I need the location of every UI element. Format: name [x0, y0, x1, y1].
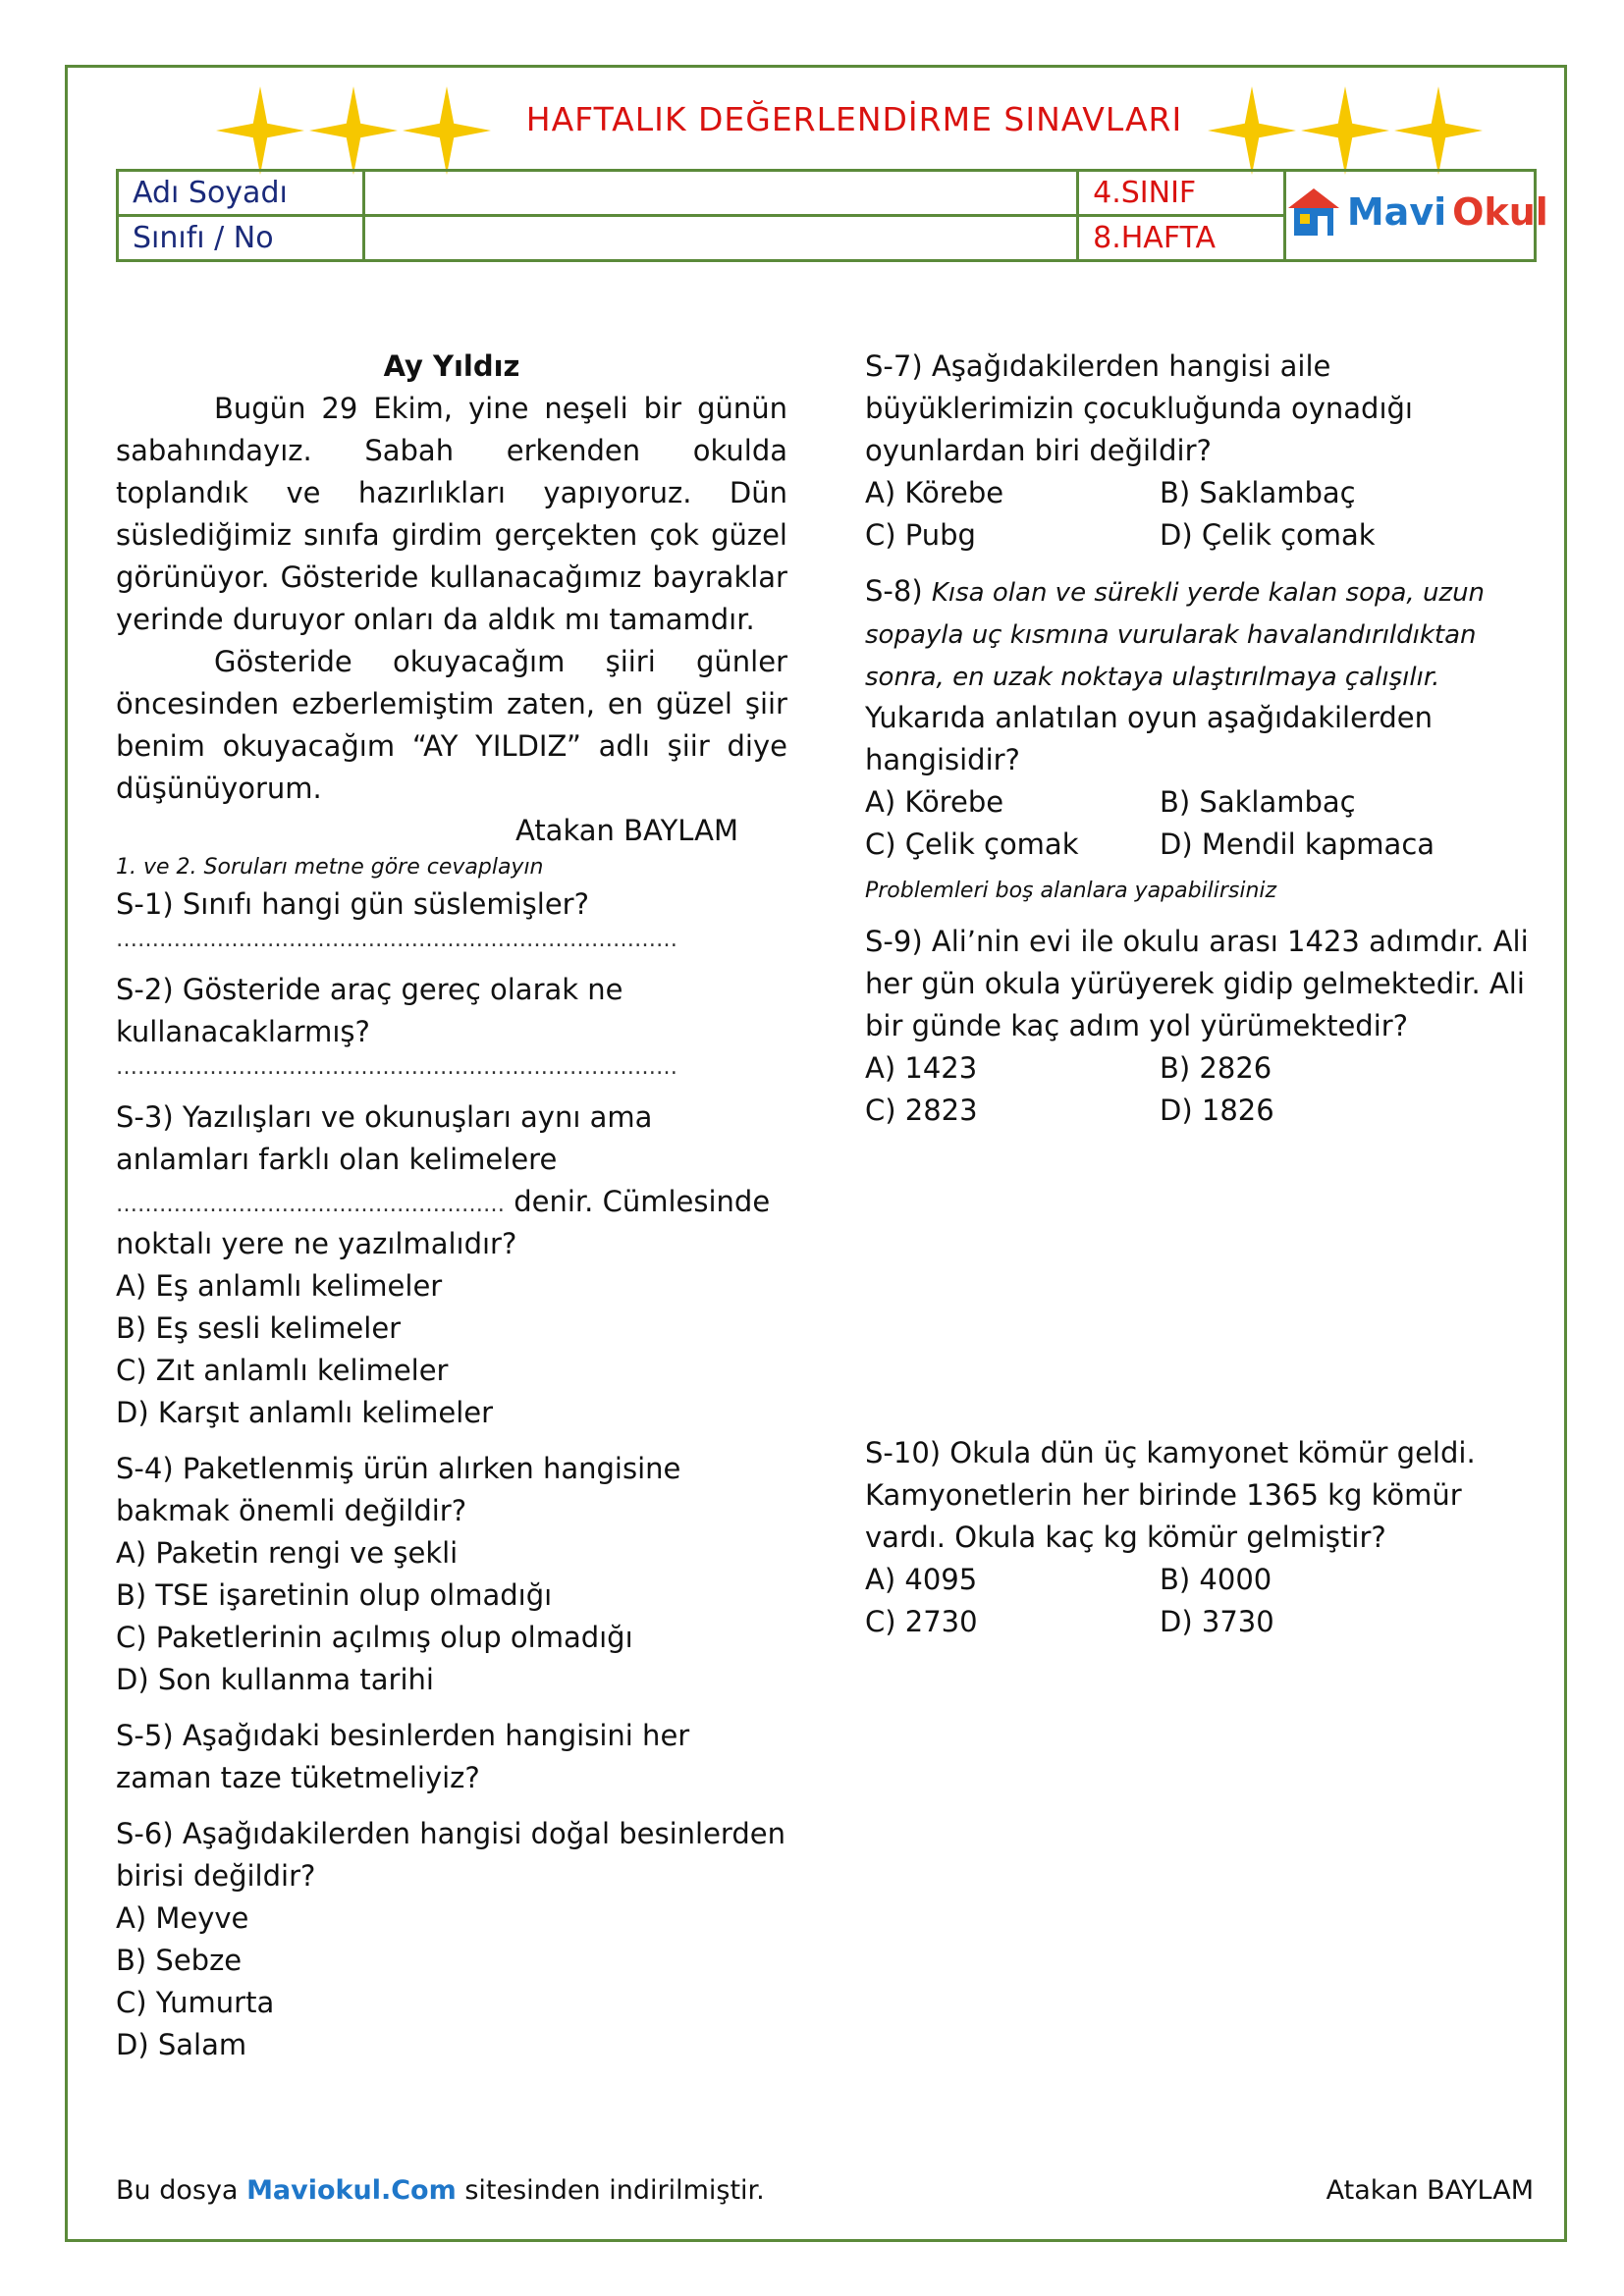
option[interactable]: C) 2823 — [865, 1094, 978, 1127]
name-field[interactable] — [364, 171, 1078, 216]
star-icon — [403, 86, 491, 175]
option[interactable]: C) Pubg — [865, 518, 976, 552]
option[interactable]: A) Eş anlamlı kelimeler — [116, 1269, 443, 1303]
option[interactable]: A) 1423 — [865, 1051, 978, 1085]
option[interactable]: A) Paketin rengi ve şekli — [116, 1536, 459, 1570]
option[interactable]: B) Eş sesli kelimeler — [116, 1311, 402, 1345]
option[interactable]: B) Sebze — [116, 1944, 243, 1977]
option[interactable]: B) 2826 — [1160, 1051, 1272, 1085]
student-info-table — [116, 169, 1548, 262]
option[interactable]: B) Saklambaç — [1160, 785, 1356, 819]
option[interactable]: D) 1826 — [1160, 1094, 1274, 1127]
question-3: S-3) Yazılışları ve okunuşları aynı ama anlamları farklı olan kelimelere ……………………………………………… denir. Cümlesinde noktalı yere ne yazılmalıdır? — [116, 1100, 771, 1260]
work-space[interactable] — [865, 1132, 1533, 1432]
logo-text-mavi: Mavi — [1346, 189, 1447, 234]
answer-line[interactable]: …………………………………………………………………… — [116, 928, 677, 952]
question-6: S-6) Aşağıdakilerden hangisi doğal besinlerden birisi değildir? — [116, 1817, 785, 1893]
logo — [1284, 171, 1548, 261]
class-label: Sınıfı / No — [118, 216, 364, 261]
option[interactable]: A) Meyve — [116, 1901, 249, 1935]
footer-suffix: sitesinden indirilmiştir. — [464, 2175, 765, 2206]
page-title: HAFTALIK DEĞERLENDİRME SINAVLARI — [525, 100, 1183, 138]
options-grid — [865, 472, 1533, 557]
fill-blank[interactable]: ……………………………………………… — [116, 1193, 505, 1217]
option[interactable]: A) Körebe — [865, 785, 1004, 819]
footer-link[interactable]: Maviokul.Com — [246, 2175, 457, 2206]
answer-line[interactable]: …………………………………………………………………… — [116, 1055, 677, 1080]
footer-credit — [116, 2175, 765, 2206]
grade-label: 4.SINIF — [1078, 171, 1285, 216]
star-icon — [1394, 86, 1483, 175]
reading-instruction: 1. ve 2. Soruları metne göre cevaplayın — [116, 855, 544, 880]
question-5: S-5) Aşağıdaki besinlerden hangisini her zaman taze tüketmeliyiz? — [116, 1719, 690, 1794]
option[interactable]: D) Karşıt anlamlı kelimeler — [116, 1396, 494, 1429]
option[interactable]: C) Zıt anlamlı kelimeler — [116, 1354, 449, 1387]
options-grid — [865, 781, 1533, 866]
logo-text-okul: Okul — [1452, 189, 1548, 234]
star-icon — [309, 86, 398, 175]
house-icon — [1286, 187, 1341, 238]
option[interactable]: B) Saklambaç — [1160, 476, 1356, 509]
star-icon — [1208, 86, 1296, 175]
option[interactable]: C) Çelik çomak — [865, 828, 1079, 861]
footer-author: Atakan BAYLAM — [1326, 2175, 1534, 2206]
footer-prefix: Bu dosya — [116, 2175, 239, 2206]
title-banner — [216, 86, 1492, 165]
question-7: S-7) Aşağıdakilerden hangisi aile büyüklerimizin çocukluğunda oynadığı oyunlardan biri değildir? — [865, 349, 1413, 467]
question-1: S-1) Sınıfı hangi gün süslemişler? — [116, 887, 589, 921]
option[interactable]: D) Son kullanma tarihi — [116, 1663, 434, 1696]
question-9: S-9) Ali’nin evi ile okulu arası 1423 adımdır. Ali her gün okula yürüyerek gidip gelmektedir. Ali bir günde kaç adım yol yürümektedir? — [865, 925, 1529, 1042]
option[interactable]: D) 3730 — [1160, 1605, 1274, 1638]
star-icon — [216, 86, 304, 175]
option[interactable]: C) Yumurta — [116, 1986, 275, 2019]
left-column — [116, 346, 787, 2066]
option[interactable]: A) 4095 — [865, 1563, 978, 1596]
right-column — [865, 346, 1533, 1643]
question-10: S-10) Okula dün üç kamyonet kömür geldi. Kamyonetlerin her birinde 1365 kg kömür vardı. Okula kaç kg kömür gelmiştir? — [865, 1436, 1476, 1554]
option[interactable]: D) Salam — [116, 2028, 247, 2061]
option[interactable]: C) 2730 — [865, 1605, 978, 1638]
name-label: Adı Soyadı — [118, 171, 364, 216]
star-icon — [1301, 86, 1389, 175]
question-2: S-2) Gösteride araç gereç olarak ne kullanacaklarmış? — [116, 973, 623, 1048]
class-field[interactable] — [364, 216, 1078, 261]
option[interactable]: D) Mendil kapmaca — [1160, 828, 1435, 861]
reading-paragraph: Gösteride okuyacağım şiiri günler öncesinden ezberlemiştim zaten, en güzel şiir benim okuyacağım “AY YILDIZ” adlı şiir diye düşünüyorum. — [116, 645, 787, 805]
option[interactable]: B) 4000 — [1160, 1563, 1272, 1596]
week-label: 8.HAFTA — [1078, 216, 1285, 261]
option[interactable]: D) Çelik çomak — [1160, 518, 1376, 552]
reading-author: Atakan BAYLAM — [514, 814, 738, 847]
option[interactable]: C) Paketlerinin açılmış olup olmadığı — [116, 1621, 633, 1654]
option[interactable]: A) Körebe — [865, 476, 1004, 509]
option[interactable]: B) TSE işaretinin olup olmadığı — [116, 1578, 553, 1612]
reading-title: Ay Yıldız — [383, 349, 520, 383]
question-8: S-8) Kısa olan ve sürekli yerde kalan sopa, uzun sopayla uç kısmına vurularak havalandırıldıktan sonra, en uzak noktaya ulaştırılmaya çalışılır. — [865, 574, 1486, 692]
question-4: S-4) Paketlenmiş ürün alırken hangisine bakmak önemli değildir? — [116, 1452, 681, 1527]
question-8-prompt: Yukarıda anlatılan oyun aşağıdakilerden hangisidir? — [865, 701, 1434, 776]
problems-note: Problemleri boş alanlara yapabilirsiniz — [865, 879, 1277, 903]
reading-paragraph: Bugün 29 Ekim, yine neşeli bir günün sabahındayız. Sabah erkenden okulda toplandık ve hazırlıkları yapıyoruz. Dün süslediğimiz sınıfa girdim gerçekten çok güzel görünüyor. Gösteride kullanacağımız bayraklar yerinde duruyor onları da aldık mı tamamdır. — [116, 392, 787, 636]
options-grid — [865, 1047, 1533, 1132]
options-grid — [865, 1559, 1533, 1643]
